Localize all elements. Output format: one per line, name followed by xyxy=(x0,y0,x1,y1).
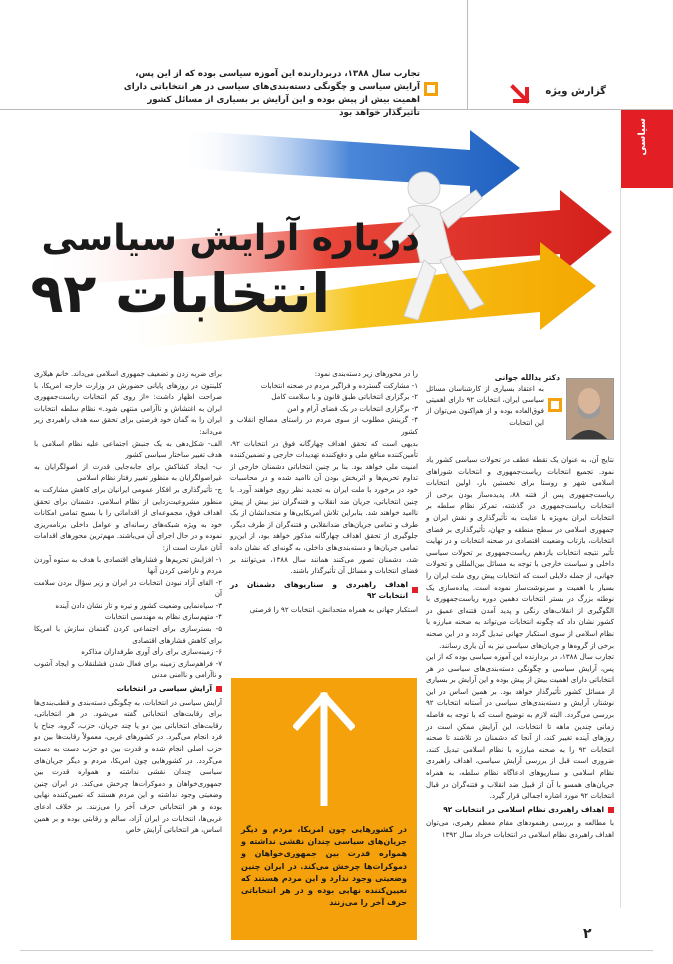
list-item: ۶- زمینه‌سازی برای رأی آوری طرفداران مذاکره xyxy=(81,647,222,657)
column-1 xyxy=(426,368,614,841)
margin-divider xyxy=(620,188,621,908)
paragraph: با مطالعه و بررسی رهنمودهای مقام معظم رهبری، می‌توان اهداف راهبردی نظام اسلامی در انتخابات خرداد سال ۱۳۹۲ xyxy=(426,818,614,839)
author-intro: به اعتقاد بسیاری از کارشناسان مسائل سیاسی ایران، انتخابات ۹۲ دارای اهمیتی فوق‌العاده بوده و از هم‌اکنون می‌توان از این انتخابات xyxy=(426,385,544,427)
list-item: ۲- برگزاری انتخاباتی طبق قانون و با سلامت کامل xyxy=(271,392,418,402)
paragraph: استکبار جهانی به همراه متحدانش، انتخابات ۹۲ را فرصتی xyxy=(249,604,418,614)
up-arrow-icon xyxy=(293,692,355,806)
red-arrow-icon xyxy=(510,84,532,106)
paragraph: برای ضربه زدن و تضعیف جمهوری اسلامی می‌داند. خانم هیلاری کلینتون در روزهای پایانی حضورش در وزارت خارجه امریکا، با صراحت اظهار داشت: «از روی کم انتخابات ریاست‌جمهوری ایران به اغتشاش و ناآرامی منتهی شود.» نظام سلطه انتخابات ایران را به گمان خود فرصتی برای تحقق سه هدف راهبردی زیر می‌داند: xyxy=(34,369,222,436)
paragraph: بدیهی است که تحقق اهداف چهارگانه فوق در انتخابات ۹۲، تأمین‌کننده منافع ملی و دفع‌کننده تهدیدات خارجی و تضمین‌کننده امنیت ملی خواهد بود. بنا بر چنین انتخاباتی دشمنان خارجی از تداوم تحریم‌ها و اثربخش بودن آن ناامید شده و در محاسبات خود در برخورد با ملت ایران به تجدید نظر روی خواهند آورد. با چنین انتخاباتی، جریان ضد انقلاب و فتنه‌گران نیز بیش از پیش ناامید خواهند شد. بنابراین تلاش امریکایی‌ها و متحدانشان از یک طرف و تمامی جریان‌های ضدانقلابی و فتنه‌گران از طرف دیگر، جلوگیری از تحقق اهداف چهارگانه مذکور خواهد بود، از این‌رو تمامی جریان‌ها و دسته‌بندی‌های داخلی، به گونه‌ای که نشان داده شد، دشمنان تصور می‌کنند همانند سال ۱۳۸۸، می‌توانند بر فضای انتخابات و مسائل آن تأثیرگذار باشند. xyxy=(230,438,418,576)
footer-rule xyxy=(20,950,653,951)
red-square-icon xyxy=(412,587,418,593)
section-tab xyxy=(621,110,673,188)
red-square-icon xyxy=(216,686,222,692)
header-divider xyxy=(467,0,468,110)
lead-quote: تجارب سال ۱۳۸۸، دربردارنده این آموزه سیاسی بوده که از این پس، آرایش سیاسی و چگونگی دسته‌بندی‌های سیاسی در هر انتخاباتی دارای اهمیت بیش از پیش بوده و این آرایش بر بسیاری از مسائل کشور تأثیرگذار خواهد بود xyxy=(123,69,420,118)
subheading: اهداف راهبردی و سناریوهای دشمنان در انتخابات ۹۲ xyxy=(230,579,418,602)
list-item: ۴- گزینش مطلوب از سوی مردم در راستای مصالح انقلاب و کشور xyxy=(230,415,418,436)
subheading: آرایش سیاسی در انتخابات xyxy=(34,683,222,695)
section-label: گزارش ویژه xyxy=(545,86,606,97)
lead-bullet-icon xyxy=(424,82,438,96)
list-item: ۵- بسترسازی برای اجتماعی کردن گفتمان سازش با امریکا برای کاهش فشارهای اقتصادی xyxy=(34,624,222,645)
list-item: ج- تأثیرگذاری بر افکار عمومی ایرانیان برای کاهش مشارکت به منظور مشروعیت‌زدایی از نظام اسلامی. دشمنان برای تحقق اهداف فوق، مجموعه‌ای از اقداماتی را با بسیج تمامی امکانات خود به ویژه شبکه‌های رسانه‌ای و عوامل داخلی برنامه‌ریزی نموده و در حال اجرای آن می‌باشند. مهم‌ترین محورهای اقدامات آنان عبارت است از: xyxy=(34,484,222,552)
column-2 xyxy=(230,368,418,615)
list-item: ۲- القای آزاد نبودن انتخابات در ایران و زیر سؤال بردن سلامت آن xyxy=(34,577,222,599)
author-name: دکتر یدالله جوانی xyxy=(494,373,560,382)
section-tab-label: سیاسی xyxy=(637,118,648,156)
article-title-large: انتخابات ۹۲ xyxy=(30,262,330,325)
pull-quote-text: در کشورهایی چون امریکا، مردم و دیگر جریان‌های سیاسی چندان نقشی نداشته و همواره قدرت بین جمهوری‌خواهان و دموکرات‌ها چرخش می‌کند. در ایران چنین وضعیتی وجود ندارد و این مردم هستند که تعیین‌کننده نهایی بوده و در هر انتخاباتی حرف آخر را می‌زنند xyxy=(241,825,407,908)
list-item: ۱- افزایش تحریم‌ها و فشارهای اقتصادی با هدف به ستوه آوردن مردم و ناراضی کردن آنها xyxy=(34,554,222,576)
author-block xyxy=(426,368,614,454)
list-item: ۴- متهم‌سازی نظام به مهندسی انتخابات xyxy=(104,612,222,622)
list-item: ۷- فراهم‌سازی زمینه برای فعال شدن فشلنقلاب و ایجاد آشوب و ناآرامی و ناامنی مدنی xyxy=(34,658,222,680)
list-item: الف- شکل‌دهی به یک جنبش اجتماعی علیه نظام اسلامی با هدف تغییر ساختار سیاسی کشور xyxy=(34,438,222,460)
pull-quote-box xyxy=(231,678,417,940)
article-title: درباره آرایش سیاسی xyxy=(41,218,420,259)
paragraph: را در محورهای زیر دسته‌بندی نمود: xyxy=(314,369,418,378)
subheading: اهداف راهبردی نظام اسلامی در انتخابات ۹۲ xyxy=(426,804,614,816)
paragraph: نتایج آن، به عنوان یک نقطه عطف در تحولات سیاسی کشور یاد نمود. تجمیع انتخابات ریاست‌جمهوری و انتخابات شوراهای اسلامی شهر و روستا برای نخستین بار، اولین انتخابات ریاست‌جمهوری پس از فتنه ۸۸، پدیده‌ساز بودن برخی از انتخابات ریاست‌جمهوری در گذشته، تمرکز نظام سلطه بر انتخابات ایران به‌ویژه با عنایت به تأثیرگذاری و نقش ایران و جمهوری اسلامی در سطح منطقه و جهان، تأثیرگذاری بر فضای انتخابات، بازتاب وضعیت اقتصادی در صحنه انتخابات و در نهایت تأثیر نتیجه انتخابات یازدهم ریاست‌جمهوری بر تحولات سیاسی داخلی و سیاست خارجی با توجه به مسائل بین‌المللی و تحولات جهانی، از جمله دلایلی است که انتخابات پیش روی ملت ایران را بسیار با اهمیت و سرنوشت‌ساز نموده است. پیاده‌سازی یک نوطئه بزرگ در بستر انتخابات دهمین دوره ریاست‌جمهوری با الگوگیری از انقلاب‌های رنگی و پدید آمدن فتنه‌ای عمیق در کشور نشان داد که چگونه انتخابات می‌تواند به صحنه مبارزه با نظام اسلامی از سوی استکبار جهانی تبدیل گردد و در این صحنه برخی از گروه‌ها و جریان‌های سیاسی نیز به آن یاری رسانند. xyxy=(426,455,615,650)
list-item: ۱- مشارکت گسترده و فراگیر مردم در صحنه انتخابات xyxy=(260,380,418,390)
red-square-icon xyxy=(608,807,614,813)
author-photo xyxy=(566,378,614,440)
paragraph: تجارب سال ۱۳۸۸، در بردارنده این آموزه سیاسی بوده که از این پس، آرایش سیاسی و چگونگی دسته‌بندی‌های سیاسی در هر انتخاباتی دارای اهمیت بیش از پیش بوده و این آرایش بر بسیاری از مسائل کشور تأثیرگذار خواهد بود. بر همین اساس در این نوشتار، آرایش و دسته‌بندی‌های سیاسی در آستانه انتخابات ۹۲ بررسی می‌گردد. البته لازم به توضیح است که با توجه به فاصله زمانی چندین ماهه تا انتخابات، این آرایش ممکن است در روزهای آینده تغییر کند، از آنجا که دشمنان در تلاشند تا صحنه انتخابات ۹۲ را به صحنه مبارزه با نظام اسلامی تبدیل کنند، ضروری است قبل از بررسی آرایش سیاسی، اهداف راهبردی نظام اسلامی و سناریوهای ادعاگاه نظام سلطه، به همراه جریان‌های همسو با آن از قبیل ضد انقلاب و فتنه‌گران در قبال انتخابات ۹۲ مورد اشاره اجمالی قرار گیرد. xyxy=(426,652,614,801)
author-bullet-icon xyxy=(548,398,562,412)
list-item: ۳- سیاه‌نمایی وضعیت کشور و تیره و تار نشان دادن آینده xyxy=(55,600,222,610)
column-3 xyxy=(34,368,222,836)
page-number: ۲ xyxy=(583,926,592,942)
list-item: ب- ایجاد کشاکش برای جابه‌جایی قدرت از اصولگرایان به غیراصولگرایان به منظور تغییر رفتار نظام اسلامی xyxy=(34,461,222,483)
list-item: ۳- برگزاری انتخابات در یک فضای آرام و امن xyxy=(287,403,418,413)
paragraph: آرایش سیاسی در انتخابات، به چگونگی دسته‌بندی و قطب‌بندی‌ها برای رقابت‌های انتخاباتی گفته می‌شود. در هر انتخاباتی، رقابت‌های انتخاباتی بین دو یا چند جریان، حزب، گروه، جناح یا فرد انجام می‌گیرد. در کشورهای غربی، معمولاً رقابت‌ها بین دو حزب اصلی انجام شده و قدرت بین دو حزب دست به دست می‌گردد. در کشورهایی چون امریکا، مردم و دیگر جریان‌های سیاسی چندان نقشی نداشته و همواره قدرت بین جمهوری‌خواهان و دموکرات‌ها چرخش می‌کند. در ایران چنین وضعیتی وجود نداشته و این مردم هستند که تعیین‌کننده نهایی بوده و هر انتخاباتی حرف آخر را می‌زنند. بر خلاف ادعای غربی‌ها، انتخابات در ایران آزاد، سالم و رقابتی بوده و بر همین اساس، هر انتخاباتی آرایش خاص xyxy=(34,697,222,835)
